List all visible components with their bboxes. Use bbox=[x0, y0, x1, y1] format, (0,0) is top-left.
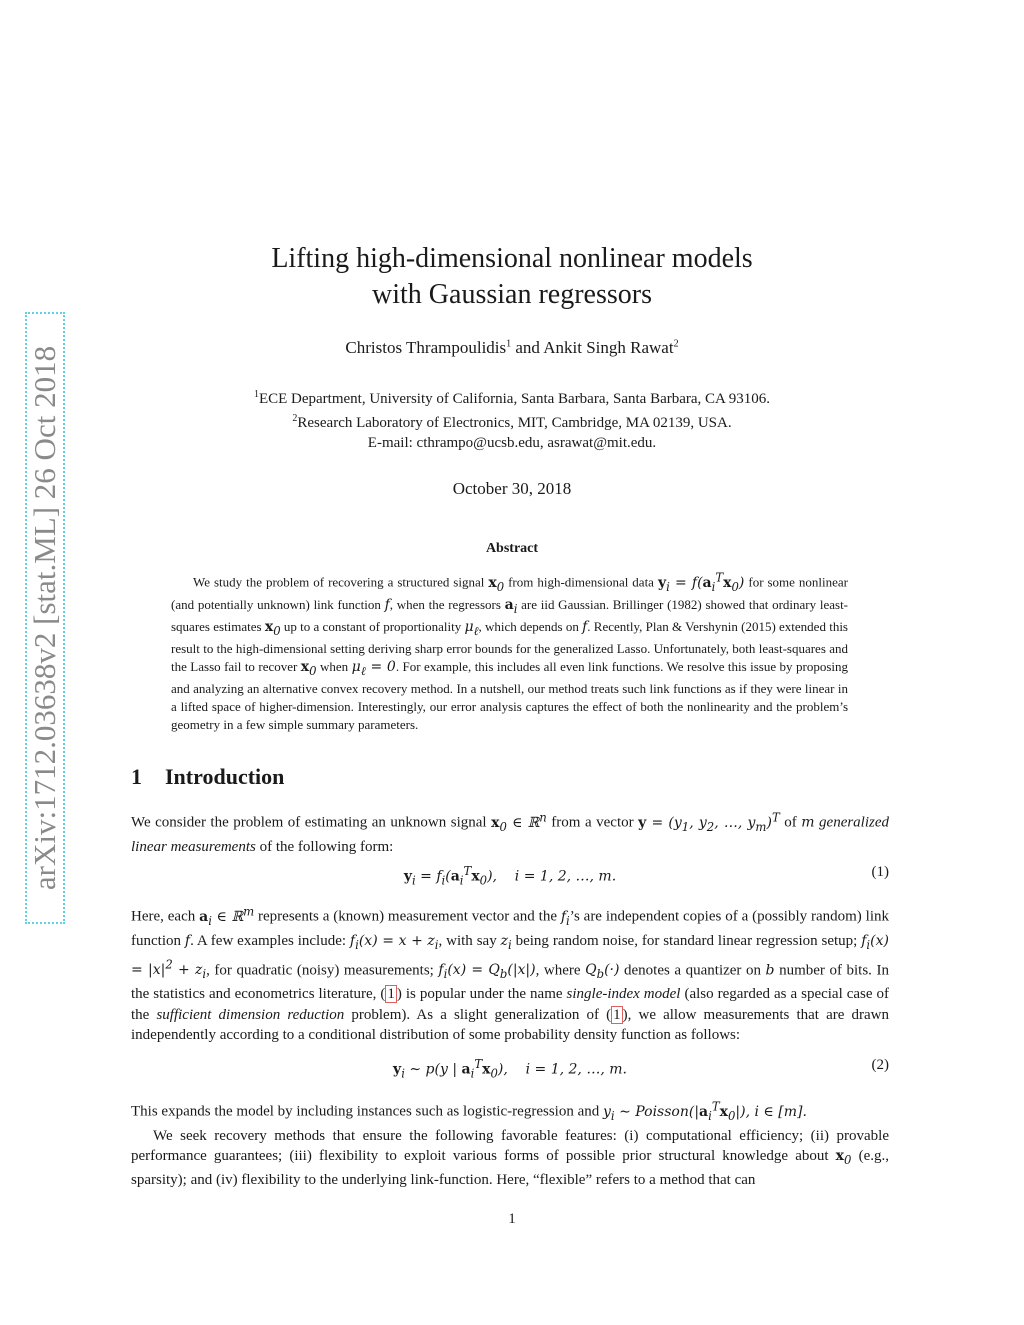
affiliations bbox=[0, 385, 1024, 453]
authors: Christos Thrampoulidis$^1$ and Ankit Singh Rawat$^2$ bbox=[345, 338, 679, 357]
equation-2-tag: (2) bbox=[871, 1057, 889, 1073]
equation-2: $y_i$ ∼ p(y | $a_i^Tx_0$), i = 1, 2, …, m. (2) bbox=[393, 1057, 889, 1081]
date: October 30, 2018 bbox=[452, 479, 572, 498]
abstract-heading: Abstract bbox=[485, 541, 539, 556]
section-heading-introduction: 1 Introduction bbox=[131, 764, 285, 789]
abstract-body: We study the problem of recovering a structured signal $x_0$ from high-dimensional data $y_i = f(a_i^Tx_0)$ for some nonlinear (and potentially unknown) link function f, when the regressors $a_i$ are iid Gaussian. Brillinger (1982) showed that ordinary least-squares estimates $x_0$ up to a constant of proportionality $\mu_\ell$, which depends on f. Recently, Plan & Vershynin (2015) extended this result to the high-dimensional setting deriving sharp error bounds for the generalized Lasso. Unfortunately, both least-squares and the Lasso fail to recover $x_0$ when $\mu_\ell = 0$. For example, this includes all even link functions. We resolve this issue by proposing and analyzing an alternative convex recovery method. In a nutshell, our method treats such link functions as if they were linear in a lifted space of higher-dimension. Interestingly, our error analysis captures the effect of both the nonlinearity and the problem’s geometry in a few simple summary parameters. bbox=[171, 570, 849, 733]
equation-1: $y_i = f_i(a_i^Tx_0)$, i = 1, 2, …, m. (1) bbox=[403, 864, 889, 888]
equation-ref-1[interactable]: 1 bbox=[387, 986, 395, 1003]
intro-paragraph-4: We seek recovery methods that ensure the following favorable features: (i) computational efficiency; (ii) provable performance guarantees; (iii) flexibility to exploit various forms of possible prior structural knowledge about $x_0$ (e.g., sparsity); and (iv) flexibility to the underlying link-function. Here, “flexible” refers to a method that can bbox=[131, 1127, 889, 1188]
arxiv-id: arXiv:1712.03638v2 [stat.ML] 26 Oct 2018 bbox=[27, 345, 62, 891]
intro-paragraph-2: Here, each $a_i$ ∈ ℝ$^m$ represents a (known) measurement vector and the $f_i’s$ are independent copies of a (possibly random) link function f. A few examples include: $f_i(x) = x + z_i$, with say $z_i$ being random noise, for standard linear regression setup; $f_i(x) = |x|^2 + z_i$, for quadratic (noisy) measurements; $f_i(x) = Q_b(|x|)$, where $Q_b(\cdot)$ denotes a quantizer on b number of bits. In the statistics and econometrics literature, ( 1 ) is popular under the name single-index model (also regarded as a special case of the sufficient dimension reduction problem). As a slight generalization of ( 1 ), we allow measurements that are drawn independently according to a conditional distribution of some probability density function as follows: bbox=[131, 904, 890, 1043]
affiliation-2: $^2$Research Laboratory of Electronics, MIT, Cambridge, MA 02139, USA. bbox=[292, 413, 732, 431]
intro-paragraph-3: This expands the model by including instances such as logistic-regression and $y_i$ ∼ $Poisson(|a_i^Tx_0|)$, i ∈ [m]. We seek recovery methods that ensure the following favorable features: (i) computational efficiency; (ii) provable performance guarantees; (iii) flexibility to exploit various forms of possible prior structural knowledge about $x_0$ (e.g., sparsity); and (iv) flexibility to the underlying link-function. Here, “flexible” refers to a method that can bbox=[131, 1096, 889, 1190]
affiliation-1: $^1$ECE Department, University of California, Santa Barbara, Santa Barbara, CA 93106. bbox=[253, 389, 771, 407]
equation-1-tag: (1) bbox=[871, 864, 889, 880]
equation-ref-1b[interactable]: 1 bbox=[613, 1006, 621, 1023]
email: E-mail: cthrampo@ucsb.edu, asrawat@mit.edu. bbox=[367, 435, 657, 451]
paper-title: Lifting high-dimensional nonlinear models with Gaussian regressors bbox=[271, 243, 753, 310]
page-number: 1 bbox=[508, 1211, 516, 1227]
intro-paragraph-1: We consider the problem of estimating an unknown signal $x_0$ ∈ ℝ$^n$ from a vector $y = (y_1$, $y_2$, …, $y_m)^T$ of m generalized linear measurements of the following form: bbox=[131, 810, 890, 855]
